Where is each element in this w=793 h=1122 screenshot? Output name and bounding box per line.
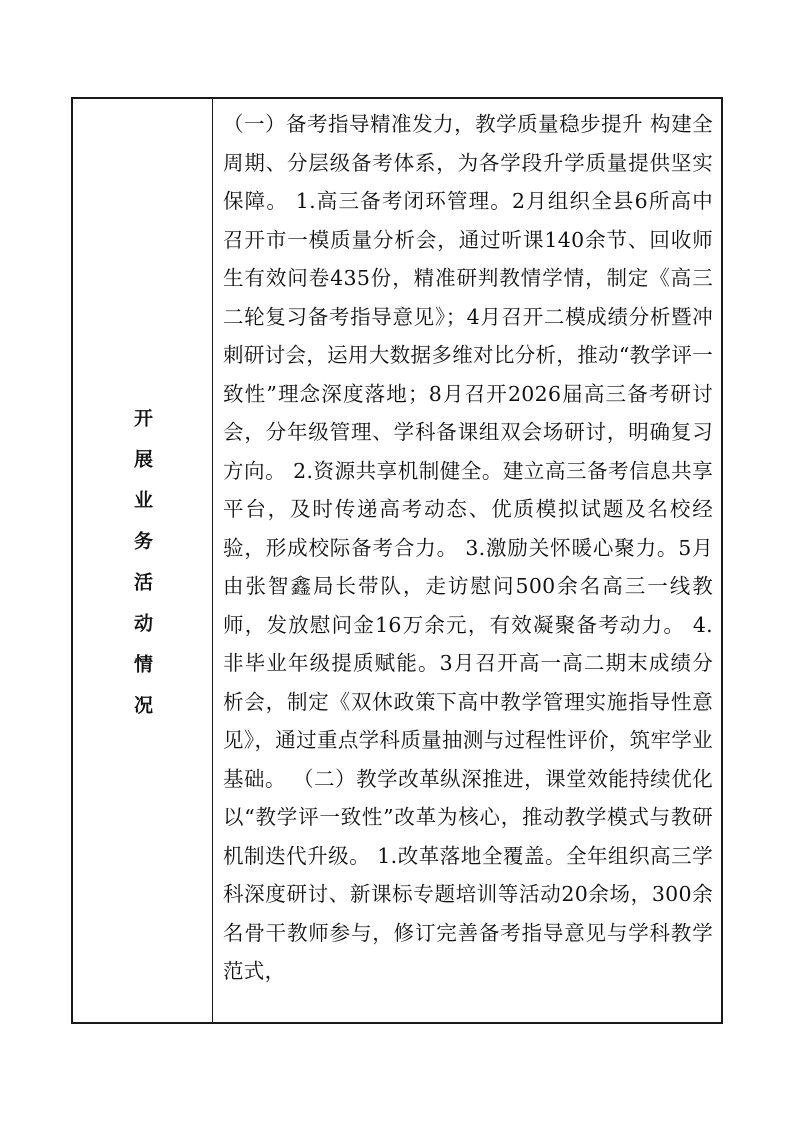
content-cell (213, 99, 721, 1022)
section-label: 开展业务活动情况 (131, 407, 153, 736)
activity-table (71, 97, 723, 1024)
activity-description: （一）备考指导精准发力，教学质量稳步提升 构建全周期、分层级备考体系，为各学段升学质量提供坚实保障。 1.高三备考闭环管理。2月组织全县6所高中召开市一模质量分析会，通过听课140余节、回收师生有效问卷435份，精准研判教情学情，制定《高三二轮复习备考指导意见》；4月召开二模成绩分析暨冲刺研讨会，运用大数据多维对比分析，推动“教学评一致性”理念深度落地；8月召开2026届高三备考研讨会，分年级管理、学科备课组双会场研讨，明确复习方向。 2.资源共享机制健全。建立高三备考信息共享平台，及时传递高考动态、优质模拟试题及名校经验，形成校际备考合力。 3.激励关怀暖心聚力。5月由张智鑫局长带队，走访慰问500余名高三一线教师，发放慰问金16万余元，有效凝聚备考动力。 4.非毕业年级提质赋能。3月召开高一高二期末成绩分析会，制定《双休政策下高中教学管理实施指导性意见》，通过重点学科质量抽测与过程性评价，筑牢学业基础。 （二）教学改革纵深推进，课堂效能持续优化 以“教学评一致性”改革为核心，推动教学模式与教研机制迭代升级。 1.改革落地全覆盖。全年组织高三学科深度研讨、新课标专题培训等活动20余场，300余名骨干教师参与，修订完善备考指导意见与学科教学范式， (223, 112, 713, 983)
label-cell (73, 99, 213, 1022)
